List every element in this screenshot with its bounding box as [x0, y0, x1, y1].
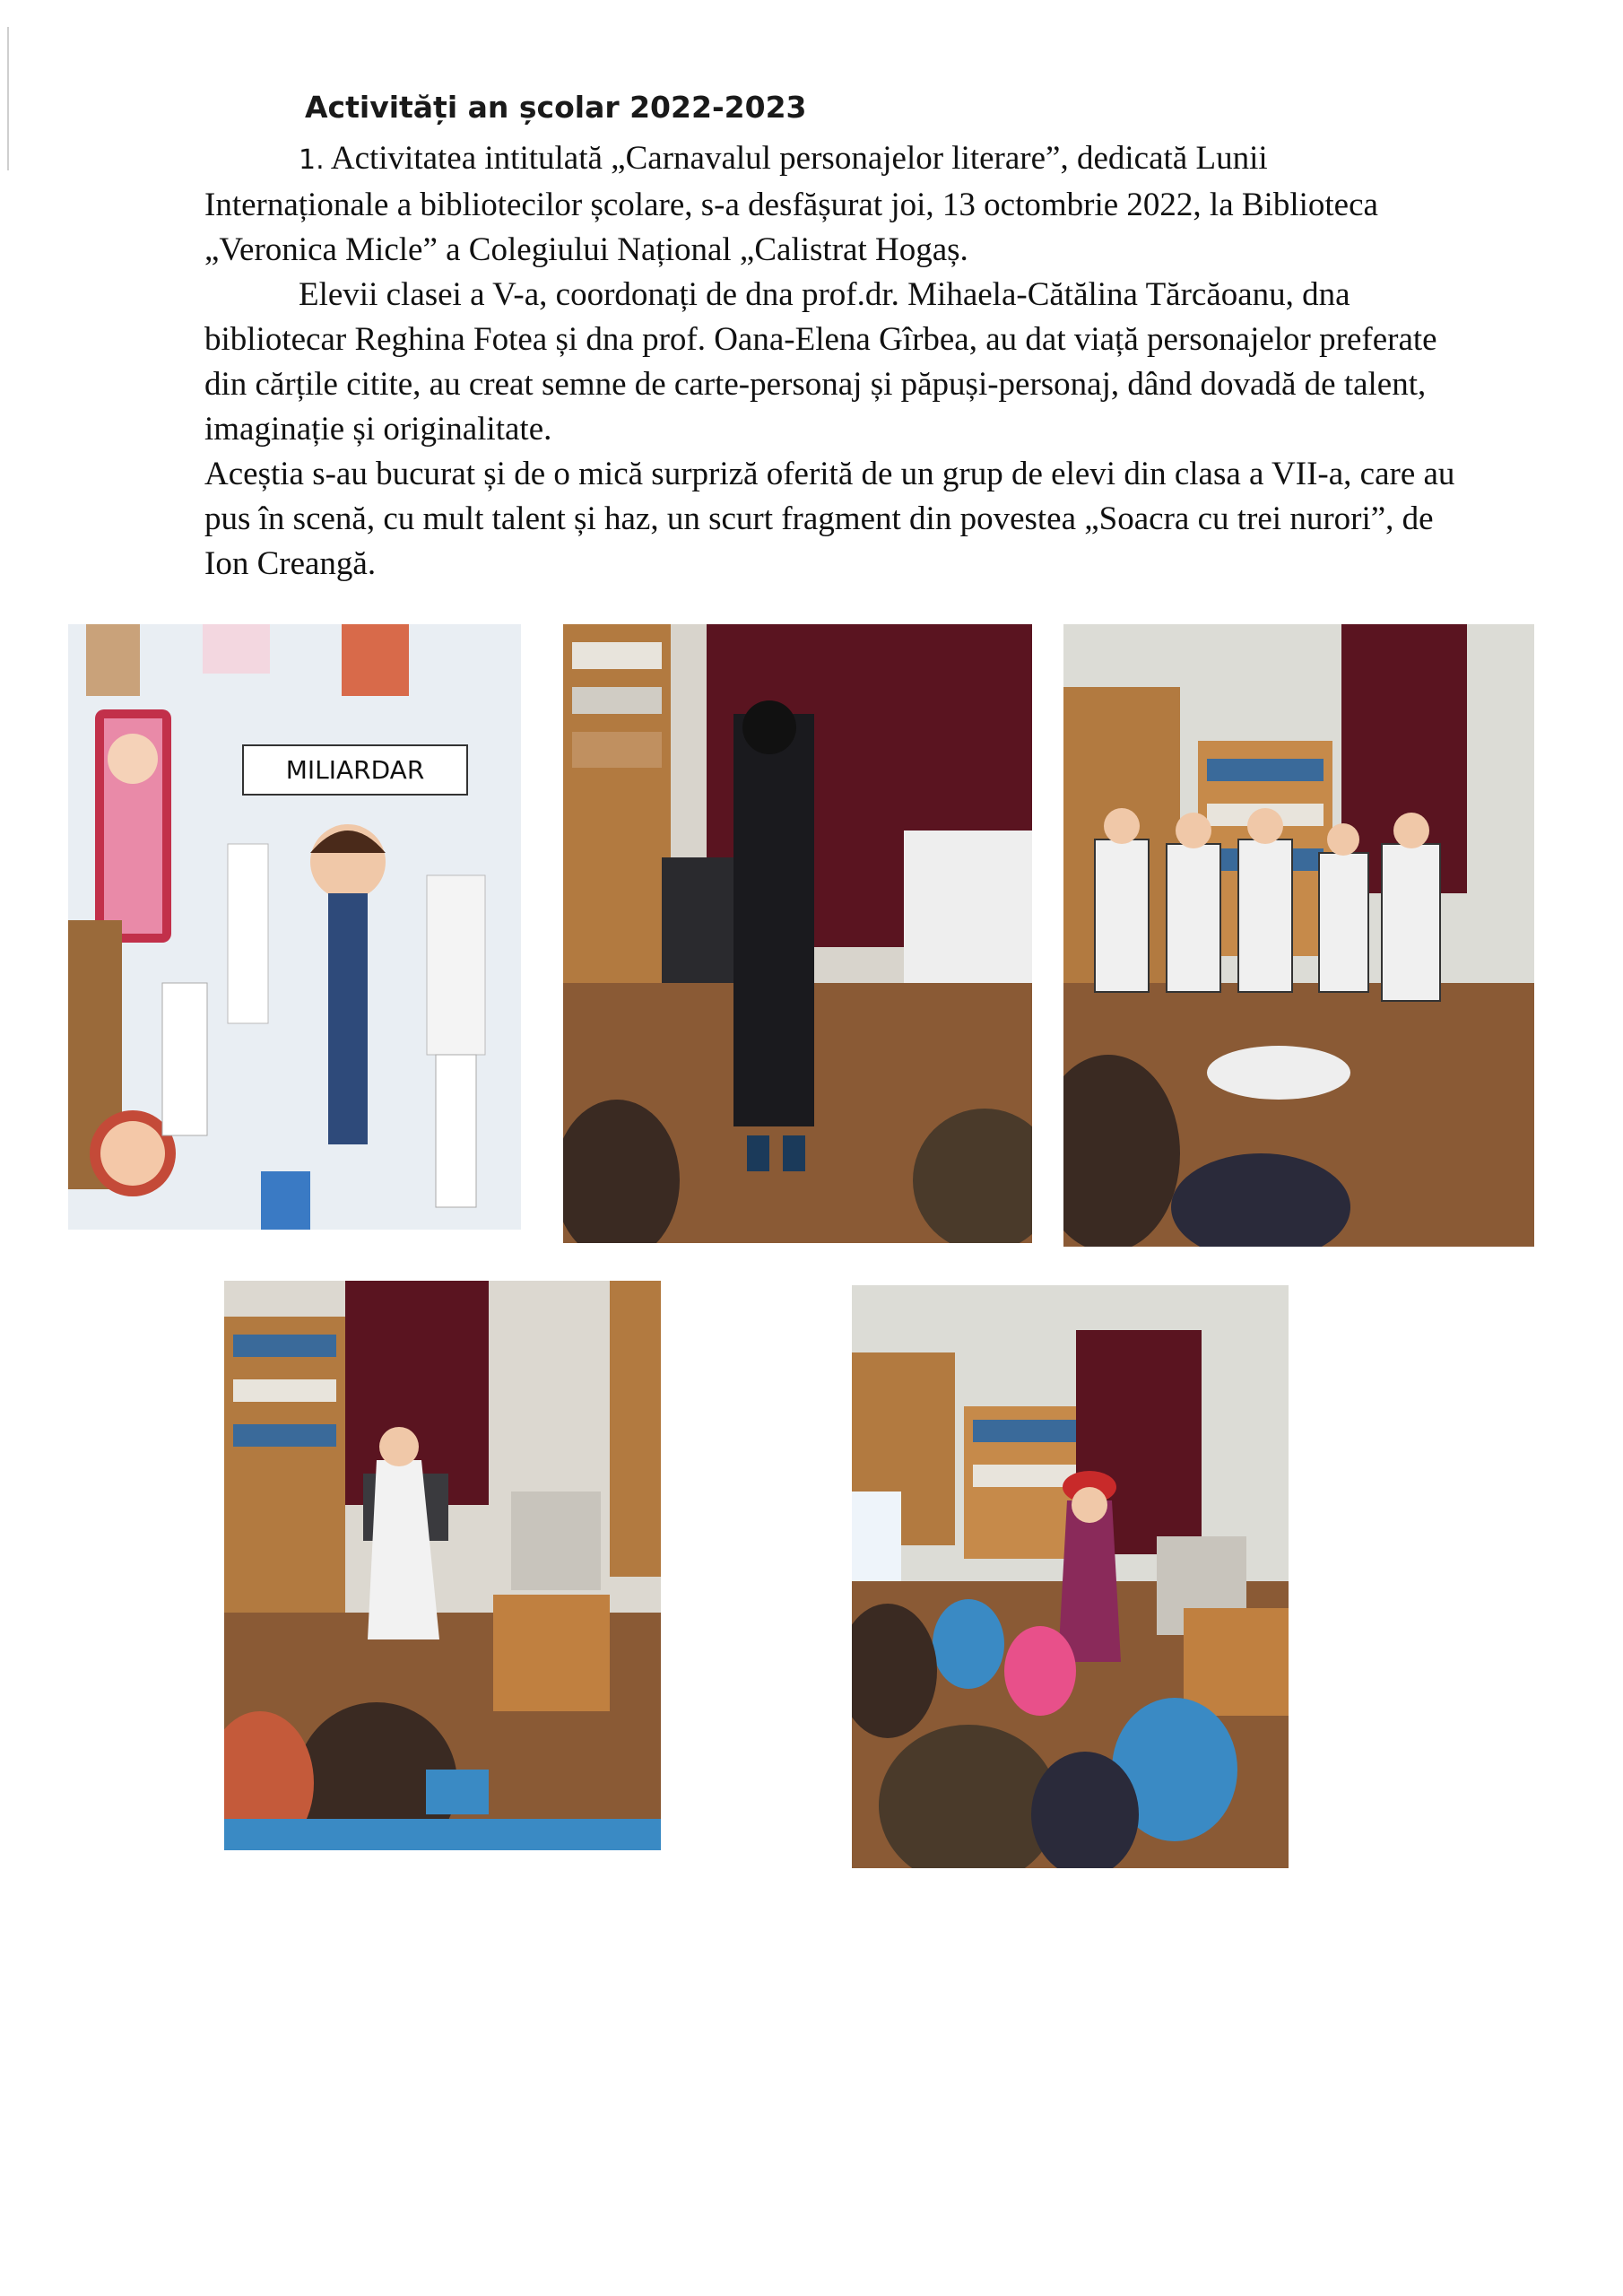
paragraph-1	[204, 136, 1460, 273]
play-performance-image	[1063, 624, 1534, 1247]
photo-white-costume-student	[224, 1281, 661, 1850]
photo-red-beret-student	[852, 1285, 1289, 1868]
paragraph-2: Elevii clasei a V-a, coordonați de dna prof.dr. Mihaela-Cătălina Tărcăoanu, dna bibliotecar Reghina Fotea și dna prof. Oana-Elena Gîrbea, au dat viață personajelor preferate din cărțile citite, au creat semne de carte-personaj și păpuși-personaj, dând dovadă de talent, imaginație și originalitate.	[204, 276, 1437, 448]
white-costume-image	[224, 1281, 661, 1850]
scan-edge-line	[7, 27, 9, 170]
photo-play-performance	[1063, 624, 1534, 1247]
item-number: 1.	[299, 144, 325, 176]
bookmark-display-image	[68, 624, 521, 1230]
red-beret-image	[852, 1285, 1289, 1868]
page-heading: Activități an școlar 2022-2023	[305, 90, 807, 125]
photo-bookmark-display	[68, 624, 521, 1230]
paragraph-3: Aceștia s-au bucurat și de o mică surpriză oferită de un grup de elevi din clasa a VII-a, care au pus în scenă, cu mult talent și haz, un scurt fragment din povestea „Soacra cu trei nurori”, de Ion Creangă.	[204, 456, 1455, 582]
paragraph-1-text: Activitatea intitulată „Carnavalul personajelor literare”, dedicată Lunii Internaționale a bibliotecilor școlare, s-a desfășurat joi, 13 octombrie 2022, la Biblioteca „Veronica Micle” a Colegiului Național „Calistrat Hogaș.	[204, 140, 1378, 268]
sign-text: MILIARDAR	[285, 755, 425, 785]
dark-costume-image	[563, 624, 1032, 1243]
photo-dark-costume-student	[563, 624, 1032, 1243]
article-text	[204, 136, 1460, 587]
